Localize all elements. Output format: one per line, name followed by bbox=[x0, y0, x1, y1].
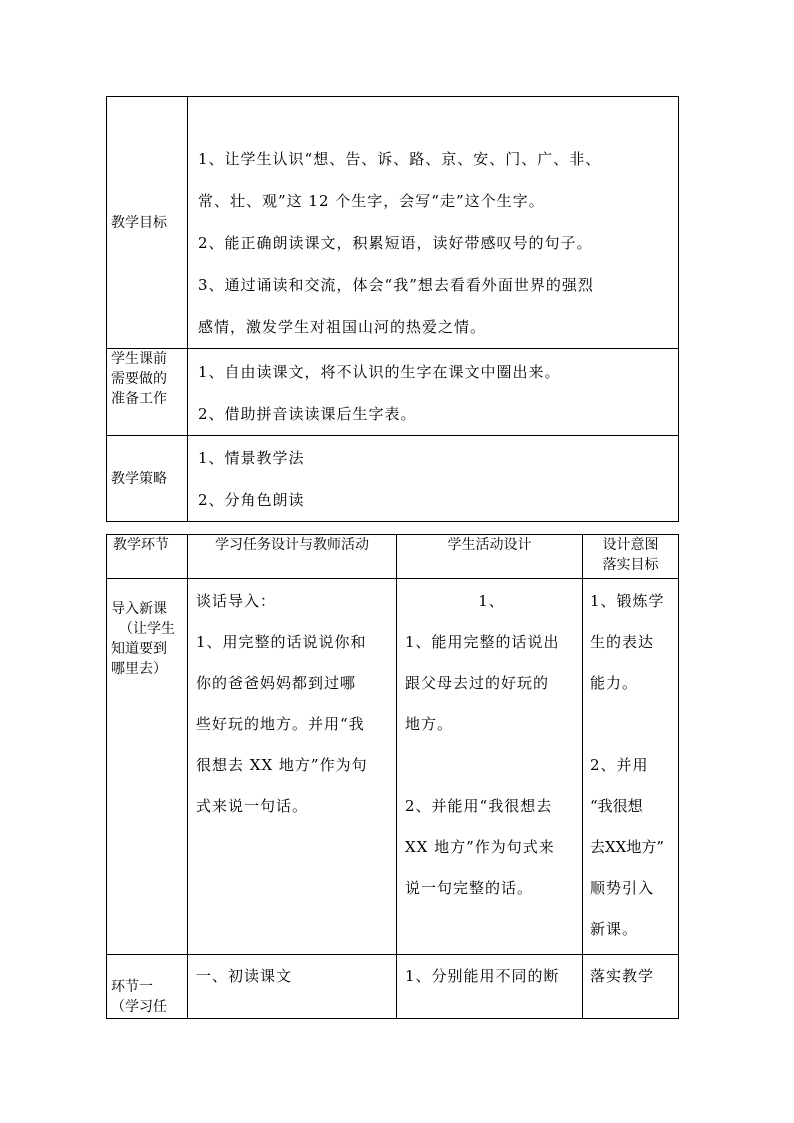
goal-line: 1、让学生认识“想、告、诉、路、京、安、门、广、非、 bbox=[198, 150, 602, 168]
goal-line: 3、通过诵读和交流，体会“我”想去看看外面世界的强烈 bbox=[198, 276, 594, 294]
goals-label: 教学目标 bbox=[107, 97, 188, 349]
goal-line: 感情，激发学生对祖国山河的热爱之情。 bbox=[198, 318, 487, 336]
lesson-info-table bbox=[106, 96, 679, 522]
prep-label: 学生课前 需要做的 准备工作 bbox=[107, 349, 188, 436]
teacher-activity: 谈话导入： 1、用完整的话说说你和 你的爸爸妈妈都到过哪 些好玩的地方。并用“我 很想去 XX 地方”作为句 式来说一句话。 bbox=[188, 579, 397, 955]
goal-line: 2、能正确朗读课文，积累短语，读好带感叹号的句子。 bbox=[198, 234, 593, 252]
design-intent: 1、锻炼学 生的表达 能力。 2、并用 “我很想 去XX地方” 顺势引入 新课。 bbox=[583, 579, 679, 955]
header-intent: 设计意图 落实目标 bbox=[583, 535, 679, 579]
prep-content bbox=[188, 349, 679, 436]
design-intent-2: 落实教学 bbox=[583, 955, 679, 1019]
strategy-content bbox=[188, 436, 679, 522]
teacher-activity-2: 一、初读课文 bbox=[188, 955, 397, 1019]
student-activity: 1、 1、能用完整的话说出 跟父母去过的好玩的 地方。 2、并能用“我很想去 XX 地方”作为句式来 说一句完整的话。 bbox=[397, 579, 583, 955]
lesson-process-table bbox=[106, 534, 679, 1019]
stage-one: 环节一 （学习任 bbox=[107, 955, 188, 1019]
goal-line: 常、壮、观”这 12 个生字，会写“走”这个生字。 bbox=[198, 192, 545, 210]
strategy-line: 2、分角色朗读 bbox=[198, 491, 305, 509]
student-activity-2: 1、分别能用不同的断 bbox=[397, 955, 583, 1019]
goals-content bbox=[188, 97, 679, 349]
header-student: 学生活动设计 bbox=[397, 535, 583, 579]
strategy-label: 教学策略 bbox=[107, 436, 188, 522]
header-stage: 教学环节 bbox=[107, 535, 188, 579]
strategy-line: 1、情景教学法 bbox=[198, 449, 305, 467]
prep-line: 2、借助拼音读读课后生字表。 bbox=[198, 405, 417, 423]
stage-intro: 导入新课 （让学生 知道要到 哪里去） bbox=[107, 579, 188, 955]
header-teacher: 学习任务设计与教师活动 bbox=[188, 535, 397, 579]
prep-line: 1、自由读课文，将不认识的生字在课文中圈出来。 bbox=[198, 363, 561, 381]
